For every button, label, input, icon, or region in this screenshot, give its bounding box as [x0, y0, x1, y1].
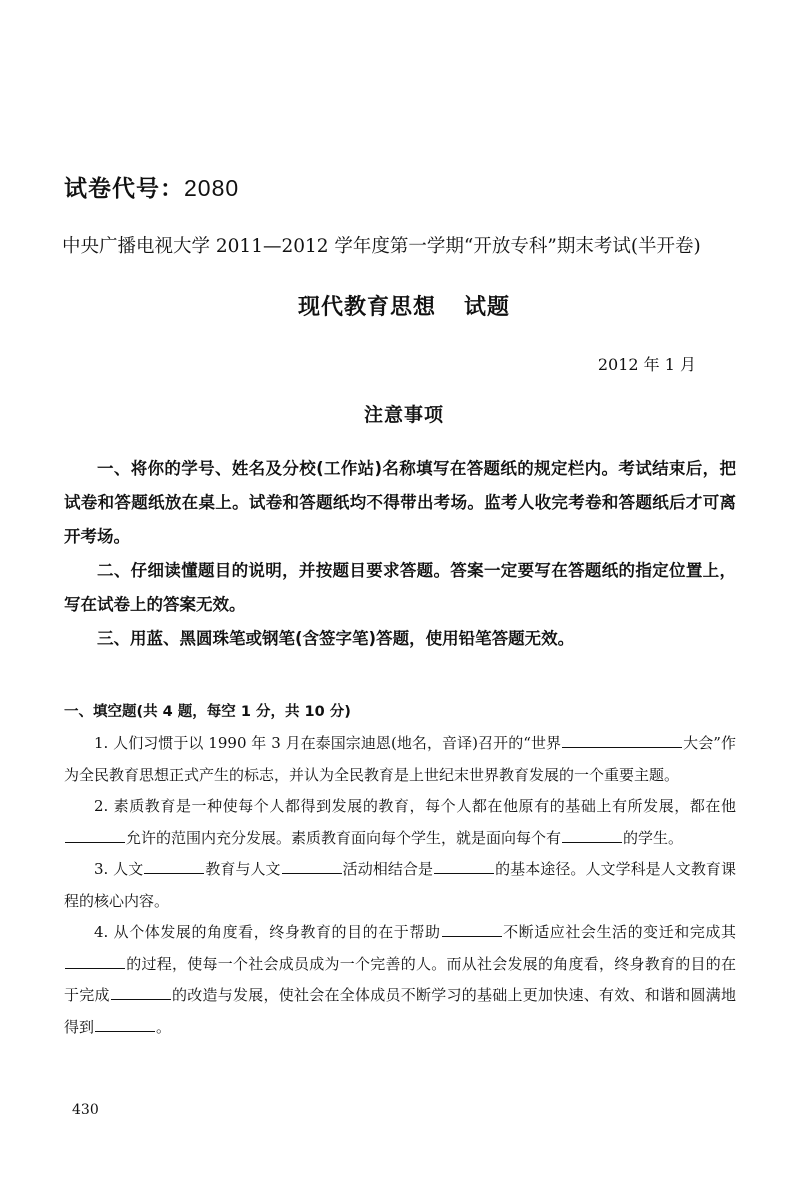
answer-blank [442, 921, 502, 937]
answer-blank [111, 984, 171, 1000]
page-number: 430 [72, 1102, 99, 1118]
exam-code [64, 170, 239, 203]
answer-blank [434, 858, 494, 874]
answer-blank [95, 1016, 155, 1032]
answer-blank [282, 858, 342, 874]
exam-code-label: 试卷代号： [64, 176, 184, 202]
notice-item: 三、用蓝、黑圆珠笔或钢笔(含签字笔)答题，使用铅笔答题无效。 [97, 629, 575, 648]
notice-list [64, 452, 736, 656]
exam-date: 2012 年 1 月 [597, 355, 696, 374]
question-4: 4. 从个体发展的角度看，终身教育的目的在于帮助 不断适应社会生活的变迁和完成其的过程，使每一个社会成员成为一个完善的人。而从社会发展的角度看，终身教育的目的在于完成 的改造与发展，使社会在全体成员不断学习的基础上更加快速、有效、和谐和圆满地得到 。 [64, 923, 736, 1036]
exam-subject: 现代教育思想 [297, 295, 436, 320]
exam-title [0, 290, 808, 321]
answer-blank [65, 827, 125, 843]
answer-blank [562, 827, 622, 843]
notice-item: 一、将你的学号、姓名及分校(工作站)名称填写在答题纸的规定栏内。考试结束后，把试卷和答题纸放在桌上。试卷和答题纸均不得带出考场。监考人收完考卷和答题纸后才可离开考场。 [64, 459, 736, 546]
question-2: 2. 素质教育是一种使每个人都得到发展的教育，每个人都在他原有的基础上有所发展，都在他允许的范围内充分发展。素质教育面向每个学生，就是面向每个有 的学生。 [64, 791, 736, 854]
answer-blank [144, 858, 204, 874]
section-heading: 一、填空题(共 4 题，每空 1 分，共 10 分) [64, 704, 351, 720]
exam-header: 中央广播电视大学 2011—2012 学年度第一学期“开放专科”期末考试(半开卷) [62, 236, 701, 257]
answer-blank [562, 732, 682, 748]
question-1: 1. 人们习惯于以 1990 年 3 月在泰国宗迪恩(地名，音译)召开的“世界 大会”作为全民教育思想正式产生的标志，并认为全民教育是上世纪末世界教育发展的一个重要主题。 [64, 734, 736, 784]
notice-item: 二、仔细读懂题目的说明，并按题目要求答题。答案一定要写在答题纸的指定位置上，写在试卷上的答案无效。 [64, 561, 736, 614]
exam-code-number: 2080 [184, 175, 240, 201]
exam-title-suffix: 试题 [464, 295, 511, 320]
question-list [64, 728, 736, 1043]
answer-blank [65, 953, 125, 969]
question-3: 3. 人文 教育与人文 活动相结合是 的基本途径。人文学科是人文教育课程的核心内容。 [64, 860, 736, 910]
notice-title: 注意事项 [363, 404, 444, 426]
